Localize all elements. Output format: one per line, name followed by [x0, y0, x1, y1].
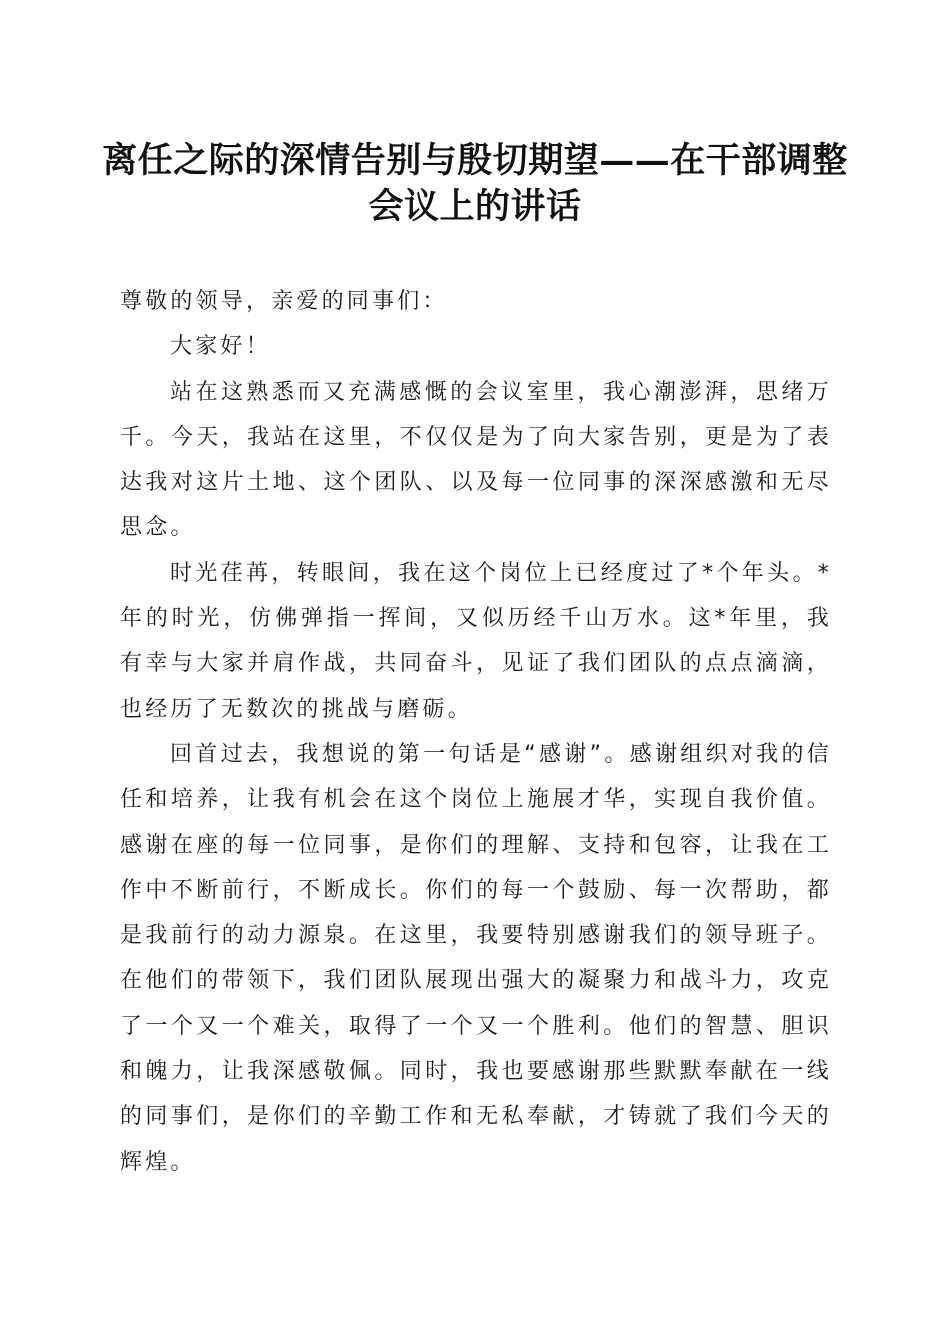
paragraph-time: 时光荏苒，转眼间，我在这个岗位上已经度过了*个年头。*年的时光，仿佛弹指一挥间，又似历经千山万水。这*年里，我有幸与大家并肩作战，共同奋斗，见证了我们团队的点点滴滴，也经历了无数次的挑战与磨砺。: [120, 560, 832, 722]
paragraph-thanks: 回首过去，我想说的第一句话是“感谢”。感谢组织对我的信任和培养，让我有机会在这个岗位上施展才华，实现自我价值。感谢在座的每一位同事，是你们的理解、支持和包容，让我在工作中不断前行，不断成长。你们的每一个鼓励、每一次帮助，都是我前行的动力源泉。在这里，我要特别感谢我们的领导班子。在他们的带领下，我们团队展现出强大的凝聚力和战斗力，攻克了一个又一个难关，取得了一个又一个胜利。他们的智慧、胆识和魄力，让我深感敬佩。同时，我也要感谢那些默默奉献在一线的同事们，是你们的辛勤工作和无私奉献，才铸就了我们今天的辉煌。: [120, 741, 832, 1175]
paragraph-greeting: 大家好！: [170, 334, 271, 360]
document-title: 离任之际的深情告别与殷切期望——在干部调整会议上的讲话: [102, 140, 848, 227]
salutation: 尊敬的领导，亲爱的同事们：: [120, 289, 448, 314]
speech-body: [120, 279, 832, 1185]
paragraph-opening: 站在这熟悉而又充满感慨的会议室里，我心潮澎湃，思绪万千。今天，我站在这里，不仅仅是为了向大家告别，更是为了表达我对这片土地、这个团队、以及每一位同事的深深感激和无尽思念。: [120, 379, 832, 541]
